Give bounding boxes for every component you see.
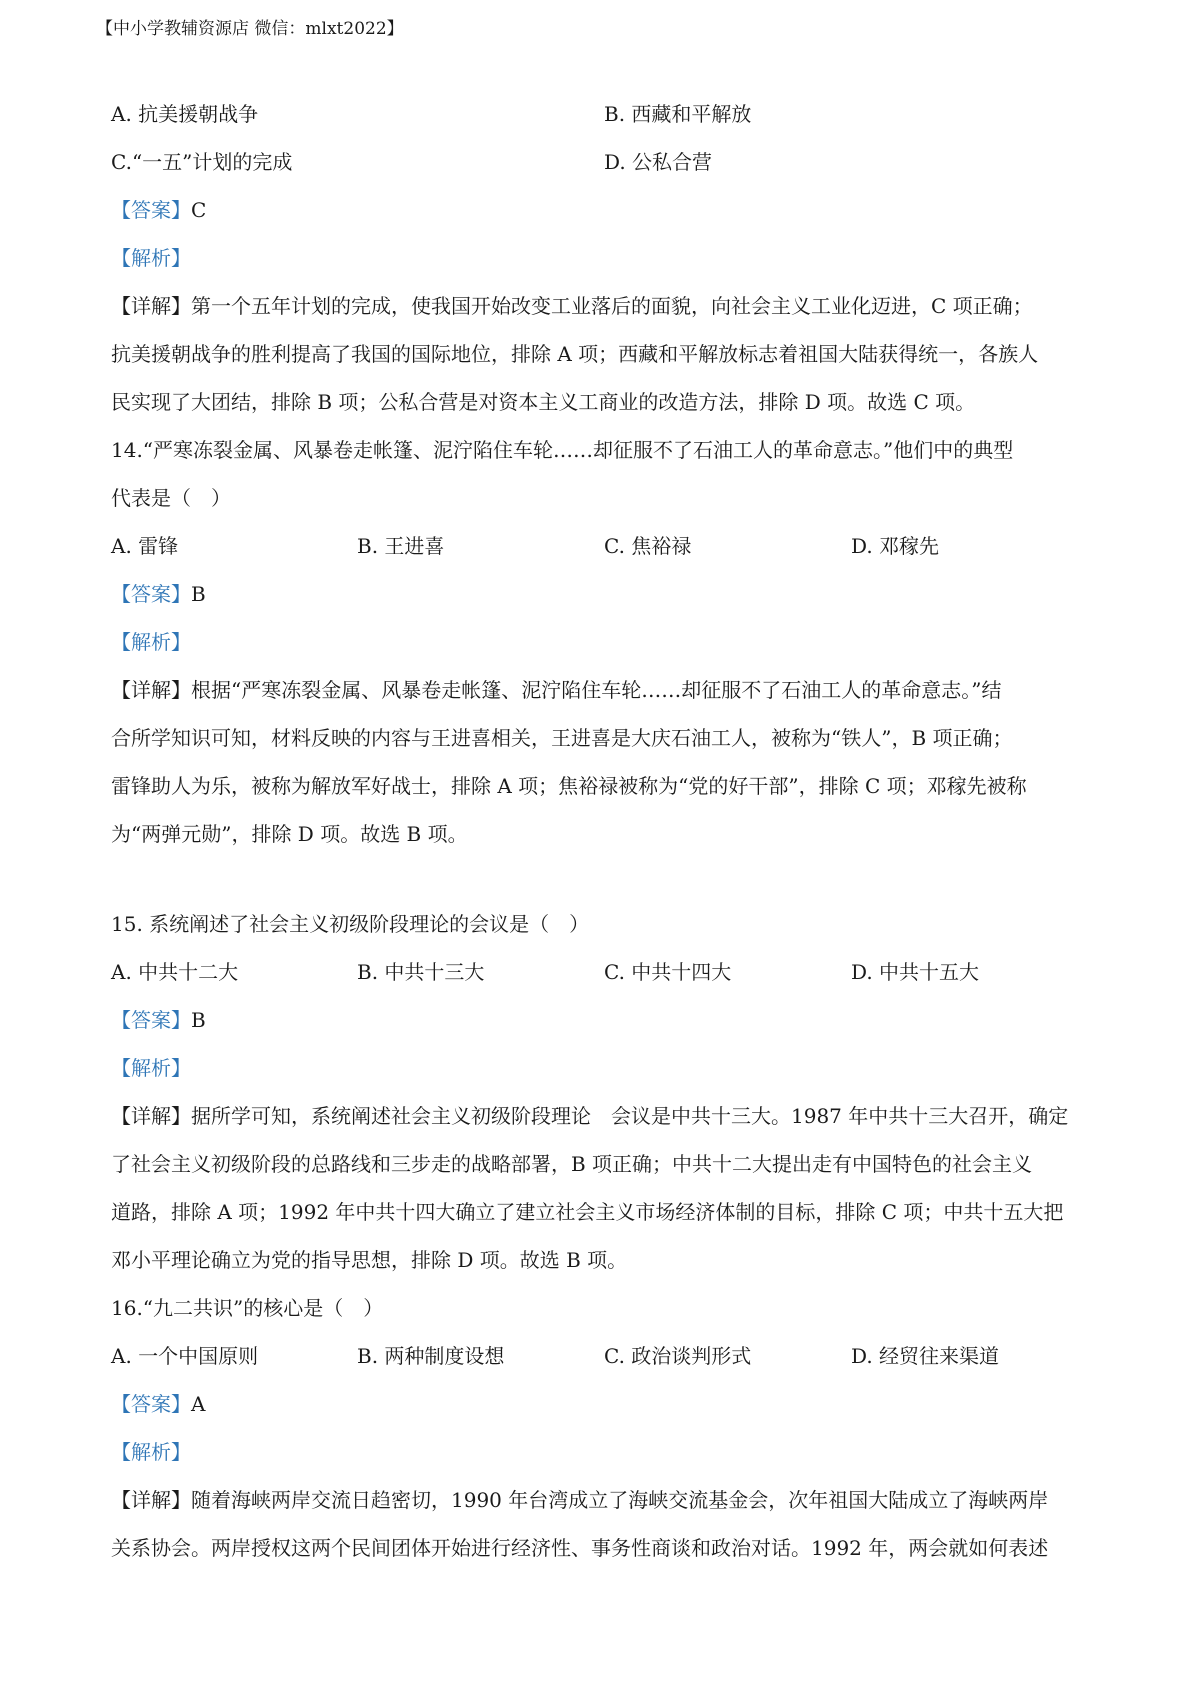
q13-detail-line-1: 【详解】第一个五年计划的完成，使我国开始改变工业落后的面貌，向社会主义工业化迈进，C 项正确； [111, 294, 1033, 318]
q14-option-c: C. 焦裕禄 [604, 534, 692, 558]
q15-option-d: D. 中共十五大 [851, 960, 980, 984]
q13-option-a: A. 抗美援朝战争 [111, 102, 259, 126]
answer-label: 【答案】 [111, 198, 191, 222]
q14-detail-line-4: 为“两弹元勋”，排除 D 项。故选 B 项。 [111, 822, 468, 846]
q16-option-c: C. 政治谈判形式 [604, 1344, 752, 1368]
q16-answer [111, 1392, 205, 1416]
q14-option-b: B. 王进喜 [357, 534, 445, 558]
q14-detail-line-2: 合所学知识可知，材料反映的内容与王进喜相关，王进喜是大庆石油工人，被称为“铁人”，B 项正确； [111, 726, 1013, 750]
q13-option-b: B. 西藏和平解放 [604, 102, 752, 126]
q14-question-line-1: 14.“严寒冻裂金属、风暴卷走帐篷、泥泞陷住车轮……却征服不了石油工人的革命意志。”他们中的典型 [111, 438, 1014, 462]
q14-option-d: D. 邓稼先 [851, 534, 940, 558]
answer-value: A [191, 1392, 206, 1416]
detail-label: 【详解】 [111, 1488, 191, 1512]
q15-answer [111, 1008, 206, 1032]
q13-detail-line-3: 民实现了大团结，排除 B 项；公私合营是对资本主义工商业的改造方法，排除 D 项。故选 C 项。 [111, 390, 976, 414]
q14-question-line-2: 代表是（ ） [111, 486, 231, 510]
answer-label: 【答案】 [111, 582, 191, 606]
q16-option-a: A. 一个中国原则 [111, 1344, 259, 1368]
q13-detail-line-2: 抗美援朝战争的胜利提高了我国的国际地位，排除 A 项；西藏和平解放标志着祖国大陆获得统一，各族人 [111, 342, 1039, 366]
q13-answer [111, 198, 206, 222]
q13-option-d: D. 公私合营 [604, 150, 713, 174]
q16-question: 16.“九二共识”的核心是（ ） [111, 1296, 384, 1320]
q15-option-b: B. 中共十三大 [357, 960, 485, 984]
q15-option-a: A. 中共十二大 [111, 960, 239, 984]
q16-detail-line-2: 关系协会。两岸授权这两个民间团体开始进行经济性、事务性商谈和政治对话。1992 年，两会就如何表述 [111, 1536, 1049, 1560]
q14-analysis-label: 【解析】 [111, 630, 191, 654]
q15-analysis-label: 【解析】 [111, 1056, 191, 1080]
q16-detail-line-1: 【详解】随着海峡两岸交流日趋密切，1990 年台湾成立了海峡交流基金会，次年祖国大陆成立了海峡两岸 [111, 1488, 1049, 1512]
q14-answer [111, 582, 206, 606]
q14-detail-line-3: 雷锋助人为乐，被称为解放军好战士，排除 A 项；焦裕禄被称为“党的好干部”，排除 C 项；邓稼先被称 [111, 774, 1027, 798]
watermark-header: 【中小学教辅资源店 微信：mlxt2022】 [96, 19, 404, 39]
answer-value: C [191, 198, 207, 222]
detail-label: 【详解】 [111, 294, 191, 318]
q14-detail-line-1: 【详解】根据“严寒冻裂金属、风暴卷走帐篷、泥泞陷住车轮……却征服不了石油工人的革命意志。”结 [111, 678, 1002, 702]
answer-label: 【答案】 [111, 1392, 191, 1416]
answer-label: 【答案】 [111, 1008, 191, 1032]
q14-option-a: A. 雷锋 [111, 534, 179, 558]
answer-value: B [191, 582, 206, 606]
q15-option-c: C. 中共十四大 [604, 960, 732, 984]
q16-option-d: D. 经贸往来渠道 [851, 1344, 1000, 1368]
q13-option-c: C.“一五”计划的完成 [111, 150, 293, 174]
answer-value: B [191, 1008, 206, 1032]
q16-analysis-label: 【解析】 [111, 1440, 191, 1464]
q15-detail-line-2: 了社会主义初级阶段的总路线和三步走的战略部署，B 项正确；中共十二大提出走有中国特色的社会主义 [111, 1152, 1033, 1176]
q16-option-b: B. 两种制度设想 [357, 1344, 505, 1368]
q15-detail-line-3: 道路，排除 A 项；1992 年中共十四大确立了建立社会主义市场经济体制的目标，排除 C 项；中共十五大把 [111, 1200, 1064, 1224]
q13-analysis-label: 【解析】 [111, 246, 191, 270]
q15-question: 15. 系统阐述了社会主义初级阶段理论的会议是（ ） [111, 912, 590, 936]
q15-detail-line-4: 邓小平理论确立为党的指导思想，排除 D 项。故选 B 项。 [111, 1248, 628, 1272]
q15-detail-line-1: 【详解】据所学可知，系统阐述社会主义初级阶段理论 会议是中共十三大。1987 年中共十三大召开，确定 [111, 1104, 1069, 1128]
detail-label: 【详解】 [111, 678, 191, 702]
detail-label: 【详解】 [111, 1104, 191, 1128]
